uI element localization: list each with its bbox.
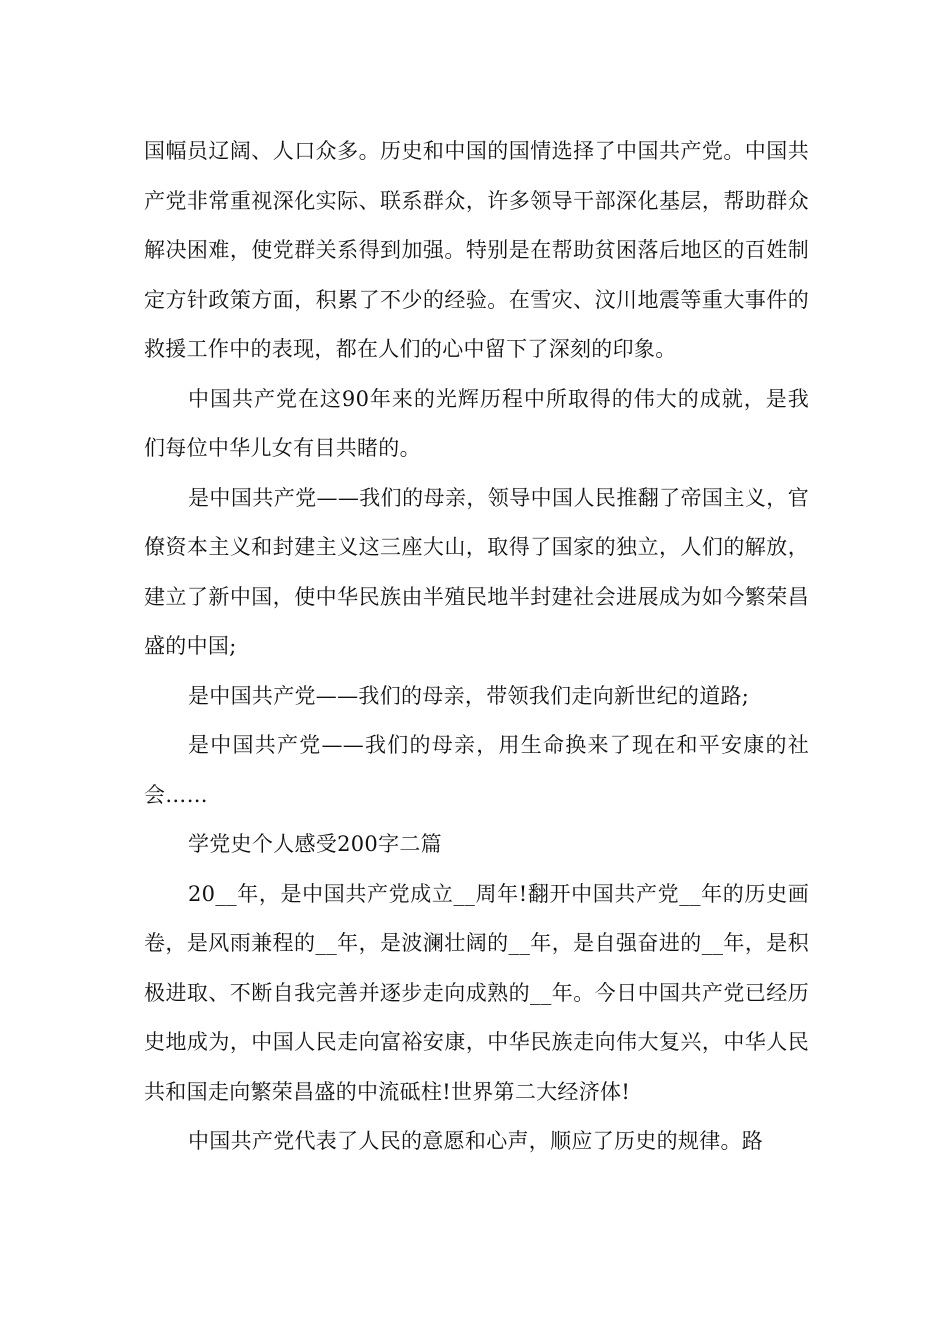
paragraph-4: 是中国共产党——我们的母亲，带领我们走向新世纪的道路; [188, 683, 750, 708]
paragraph-1: 国幅员辽阔、人口众多。历史和中国的国情选择了中国共产党。中国共产党非常重视深化实际、联系群众，许多领导干部深化基层，帮助群众解决困难，使党群关系得到加强。特别是在帮助贫困落后地区的百姓制定方针政策方面，积累了不少的经验。在雪灾、汶川地震等重大事件的救援工作中的表现，都在人们的心中留下了深刻的印象。 [144, 139, 809, 361]
paragraph-6: 20__年，是中国共产党成立__周年!翻开中国共产党__年的历史画卷，是风雨兼程的__年，是波澜壮阔的__年，是自强奋进的__年，是积极进取、不断自我完善并逐步走向成熟的__年。今日中国共产党已经历史地成为，中国人民走向富裕安康，中华民族走向伟大复兴，中华人民共和国走向繁荣昌盛的中流砥柱!世界第二大经济体! [144, 881, 809, 1104]
section-heading: 学党史个人感受200字二篇 [188, 832, 442, 856]
paragraph-7: 中国共产党代表了人民的意愿和心声，顺应了历史的规律。路 [188, 1129, 764, 1153]
paragraph-3: 是中国共产党——我们的母亲，领导中国人民推翻了帝国主义，官僚资本主义和封建主义这三座大山，取得了国家的独立，人们的解放，建立了新中国，使中华民族由半殖民地半封建社会进展成为如今繁荣昌盛的中国; [144, 485, 809, 658]
paragraph-5: 是中国共产党——我们的母亲，用生命换来了现在和平安康的社会…… [144, 733, 809, 807]
paragraph-2: 中国共产党在这90年来的光辉历程中所取得的伟大的成就，是我们每位中华儿女有目共睹的。 [144, 386, 809, 460]
document-body [144, 127, 809, 1167]
